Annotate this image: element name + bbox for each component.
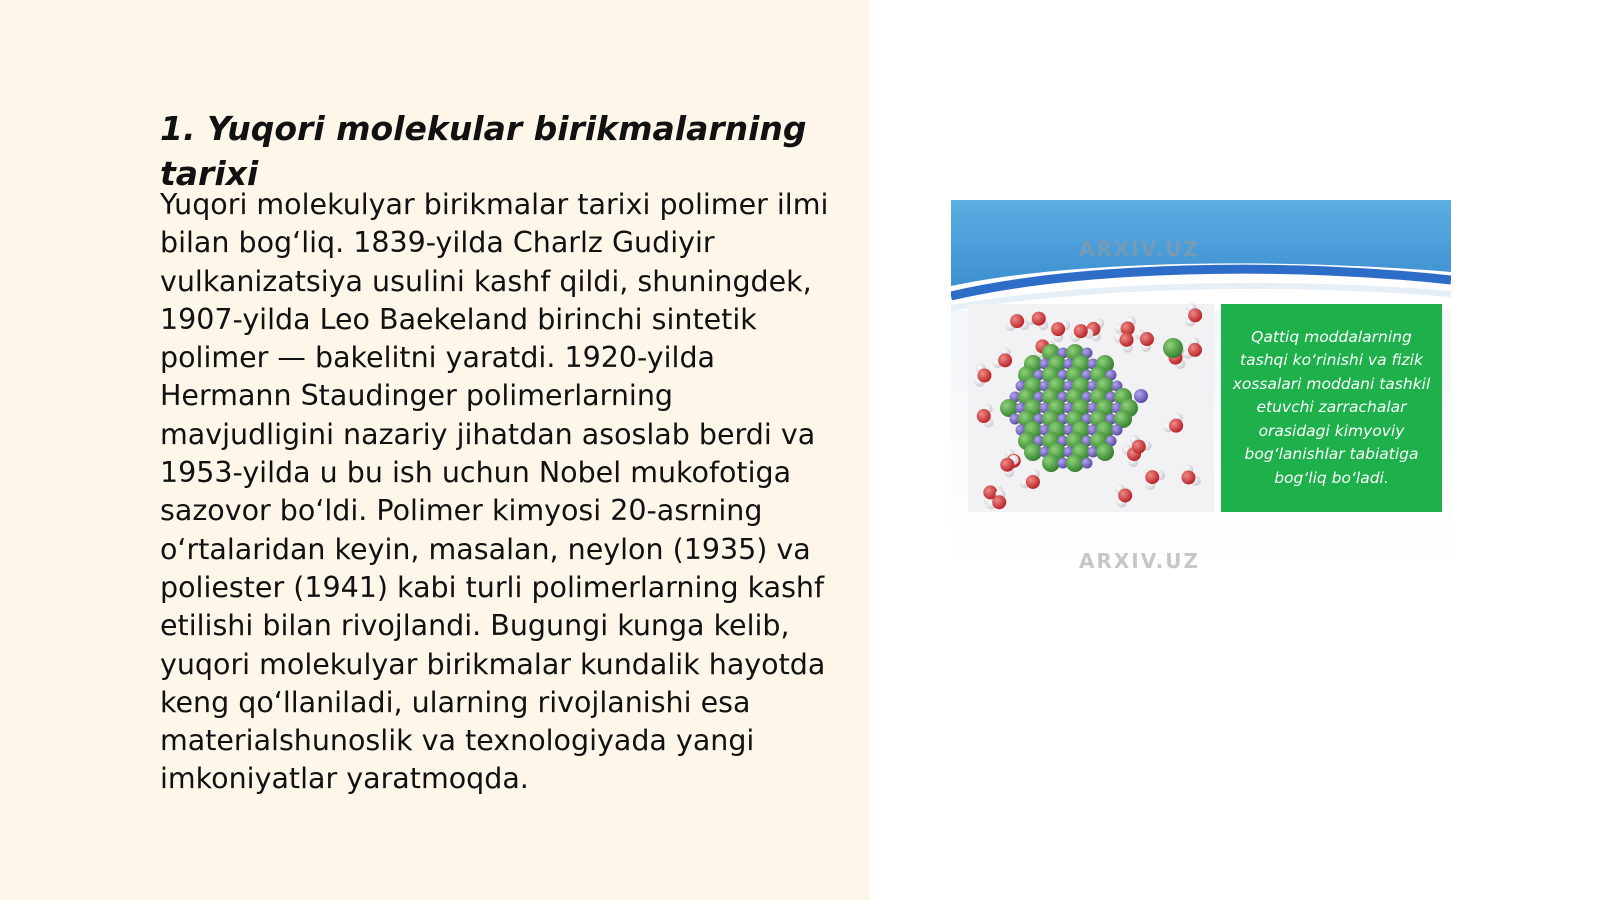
- chloride-ion: [1163, 338, 1183, 358]
- oxygen-atom: [1181, 470, 1195, 484]
- oxygen-atom: [1145, 470, 1159, 484]
- slide-body-text: Yuqori molekulyar birikmalar tarixi polimer ilmi bilan bog‘liq. 1839-yilda Charlz Gudiyir vulkanizatsiya usulini kashf qildi, shuningdek, 1907-yilda Leo Baekeland birinchi sintetik polimer — bakelitni yaratdi. 1920-yilda Hermann Staudinger polimerlarning mavjudligini nazariy jihatdan asoslab berdi va 1953-yilda u bu ish uchun Nobel mukofotiga sazovor bo‘ldi. Polimer kimyosi 20-asrning o‘rtalaridan keyin, masalan, neylon (1935) va poliester (1941) kabi turli polimerlarning kashf etilishi bilan rivojlandi. Bugungi kunga kelib, yuqori molekulyar birikmalar kundalik hayotda keng qo‘llaniladi, ularning rivojlanishi esa materialshunoslik va texnologiyada yangi imkoniyatlar yaratmoqda.: [160, 188, 829, 796]
- oxygen-atom: [1188, 308, 1202, 322]
- slide-title: 1. Yuqori molekular birikmalarning tarixi: [160, 109, 807, 193]
- chloride-ion: [1096, 443, 1114, 461]
- oxygen-atom: [1140, 332, 1154, 346]
- oxygen-atom: [1000, 458, 1014, 472]
- oxygen-atom: [1132, 440, 1146, 454]
- dissolution-illustration: [951, 200, 1451, 576]
- oxygen-atom: [992, 495, 1006, 509]
- oxygen-atom: [1074, 324, 1088, 338]
- oxygen-atom: [1051, 322, 1065, 336]
- sodium-ion: [1082, 458, 1093, 469]
- sodium-ion: [1134, 389, 1148, 403]
- chloride-ion: [1024, 443, 1042, 461]
- oxygen-atom: [1118, 488, 1132, 502]
- oxygen-atom: [1026, 475, 1040, 489]
- oxygen-atom: [1169, 419, 1183, 433]
- caption-text: Qattiq moddalarning tashqi ko‘rinishi va fizik xossalari moddani tashkil etuvchi zarrachalar orasidagi kimyoviy bog‘lanishlar tabiatiga bog‘liq bo‘ladi.: [1232, 327, 1431, 487]
- oxygen-atom: [1010, 314, 1024, 328]
- oxygen-atom: [1032, 312, 1046, 326]
- caption-box: [1221, 304, 1442, 512]
- chloride-ion: [1042, 454, 1060, 472]
- oxygen-atom: [1120, 333, 1134, 347]
- oxygen-atom: [977, 409, 991, 423]
- chloride-ion: [1066, 454, 1084, 472]
- oxygen-atom: [1188, 343, 1202, 357]
- sodium-ion: [1112, 425, 1123, 436]
- watermark-bottom: ARXIV.UZ: [1079, 549, 1200, 573]
- oxygen-atom: [977, 368, 991, 382]
- watermark-top: ARXIV.UZ: [1079, 237, 1200, 261]
- oxygen-atom: [998, 353, 1012, 367]
